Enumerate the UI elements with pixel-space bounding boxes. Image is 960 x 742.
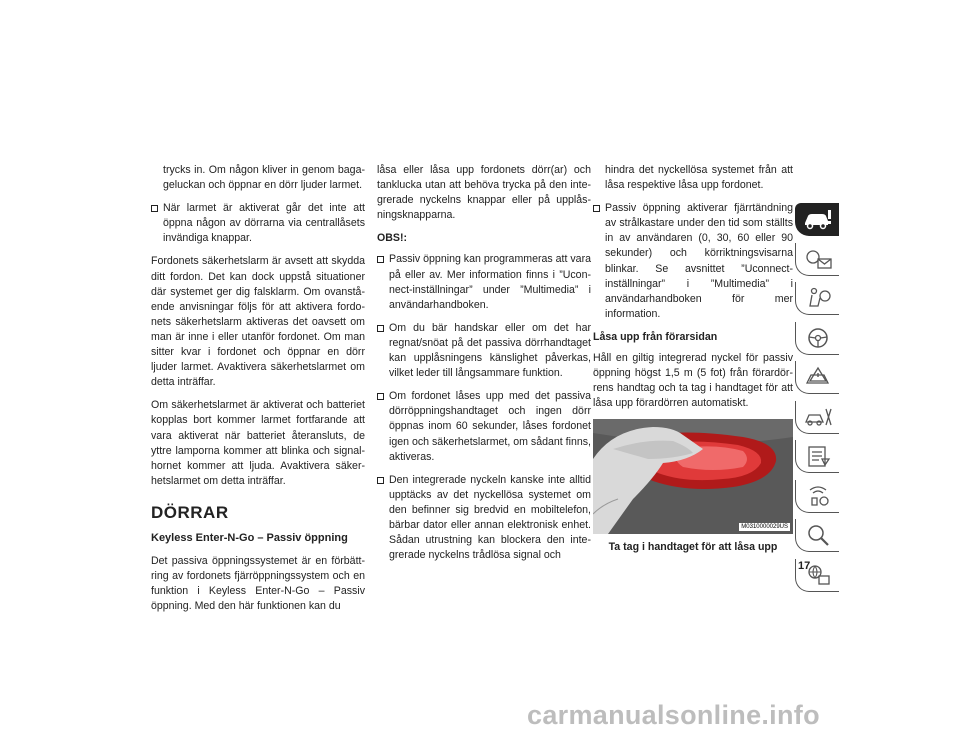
bullet-item [377, 252, 591, 312]
paragraph: Fordonets säkerhetslarm är avsett att skydda ditt fordon. Det kan dock uppstå situationer där systemet ger dig falsklarm. Om ovanstående anvisningar följs för att aktivera fordonets säkerhetslarm aktiveras det oavsett om man är inne i eller utanför fordonet. Om man sitter kvar i fordonet och öppnar en dörr ljuder larmet. Avaktivera säkerhetslarmet om detta inträffar. [151, 255, 365, 389]
tab-warning-lights[interactable] [795, 243, 839, 276]
text-column-3 [593, 163, 793, 556]
paragraph: Det passiva öppningssystemet är en förbättring av fordonets fjärröppningssystem och en funktion i Keyless Enter-N-Go – Passiv öppning. Med den här funktionen kan du [151, 554, 365, 613]
car-info-icon [803, 207, 833, 231]
procedure-label: Låsa upp från förarsidan [593, 330, 718, 343]
tab-roadside-emergency[interactable] [795, 361, 839, 394]
door-handle-figure [593, 419, 793, 534]
paragraph: trycks in. Om någon kliver in genom bagageluckan och öppnar en dörr ljuder larmet. [163, 164, 365, 192]
bullet-square-icon [593, 205, 600, 212]
bullet-text: Den integrerade nyckeln kanske inte alltid upptäcks av det nyckellösa systemet om den befinner sig bredvid en mobiltelefon, bärbar dator eller annan elektronisk enhet. Sådan utrustning kan blockera den integrerade nyckelns trådlösa signal och [389, 473, 591, 562]
paragraph: Håll en giltig integrerad nyckel för passiv öppning högst 1,5 m (5 fot) från förardörrens handtag och ta tag i handtaget för att låsa upp förardörren automatiskt. [593, 352, 793, 410]
figure-caption: Ta tag i handtaget för att låsa upp [608, 541, 778, 554]
bullet-square-icon [377, 256, 384, 263]
bullet-text: Om fordonet låses upp med det passiva dörröppningshandtaget och ingen dörr öppnas inom 60 sekunder, låses fordonet igen och säkerhetslarmet, om sådant finns, aktiveras. [389, 390, 591, 463]
paragraph: hindra det nyckellösa systemet från att låsa respektive låsa upp fordonet. [605, 164, 793, 192]
bullet-text: När larmet är aktiverat går det inte att öppna någon av dörrarna via centrallåsets invändiga knappar. [163, 202, 365, 245]
specifications-icon [804, 444, 834, 468]
tab-specifications[interactable] [795, 440, 839, 473]
bullet-item [377, 321, 591, 381]
search-index-icon [804, 523, 834, 547]
tab-airbag-safety[interactable] [795, 282, 839, 315]
bullet-item [377, 389, 591, 464]
airbag-safety-icon [804, 286, 834, 310]
bullet-text: Passiv öppning kan programmeras att vara på eller av. Mer information finns i ”Uconnect-inställningar” under ”Multimedia” i användarhandboken. [389, 253, 591, 311]
chapter-tabs [795, 203, 841, 598]
steering-wheel-icon [804, 326, 834, 350]
paragraph: låsa eller låsa upp fordonets dörr(ar) och tanklucka utan att behöva trycka på den integrerade nyckelns knappar eller på upplåsningsknapparna. [377, 164, 591, 222]
bullet-text: Passiv öppning aktiverar fjärrtändning av strålkastare under den tid som ställts in av användaren (0, 30, 60 eller 90 sekunder) och körriktningsvisarna blinkar. Se avsnittet ”Uconnect-inställningar” i ”Multimedia” i användarhandboken för mer information. [605, 202, 793, 320]
paragraph: Om säkerhetslarmet är aktiverat och batteriet kopplas bort kommer larmet fortfarande att vara aktiverat när batteriet återansluts, de yttre lamporna kommer att blinka och signalhornet kommer att ljuda. Avaktivera säkerhetslarmet om detta inträffar. [151, 399, 365, 487]
note-label: OBS!: [377, 232, 408, 245]
tab-steering-wheel[interactable] [795, 322, 839, 355]
languages-icon [804, 563, 834, 587]
tab-car-info[interactable] [795, 203, 839, 236]
subsection-heading: Keyless Enter-N-Go – Passiv öppning [151, 531, 348, 544]
door-handle-illustration [593, 419, 793, 534]
roadside-emergency-icon [804, 365, 834, 389]
car-service-icon [804, 405, 834, 429]
tab-car-service[interactable] [795, 401, 839, 434]
bullet-square-icon [377, 325, 384, 332]
bullet-square-icon [151, 205, 158, 212]
page-number: 17 [798, 560, 811, 572]
tab-languages[interactable] [795, 559, 839, 592]
watermark: carmanualsonline.info [527, 700, 820, 730]
text-column-1 [151, 163, 365, 622]
bullet-square-icon [377, 477, 384, 484]
warning-lights-icon [804, 247, 834, 271]
tab-search-index[interactable] [795, 519, 839, 552]
figure-code: M0310000029US [741, 524, 788, 531]
bullet-square-icon [377, 393, 384, 400]
bullet-item [151, 201, 365, 246]
bullet-item [593, 201, 793, 322]
section-heading: DÖRRAR [151, 502, 229, 522]
multimedia-icon [804, 484, 834, 508]
bullet-item [377, 473, 591, 564]
bullet-text: Om du bär handskar eller om det har regnat/snöat på det passiva dörrhandtaget kan upplåsningens känslighet påverkas, vilket leder till långsammare funktion. [389, 321, 591, 380]
text-column-2 [377, 163, 591, 571]
tab-multimedia[interactable] [795, 480, 839, 513]
